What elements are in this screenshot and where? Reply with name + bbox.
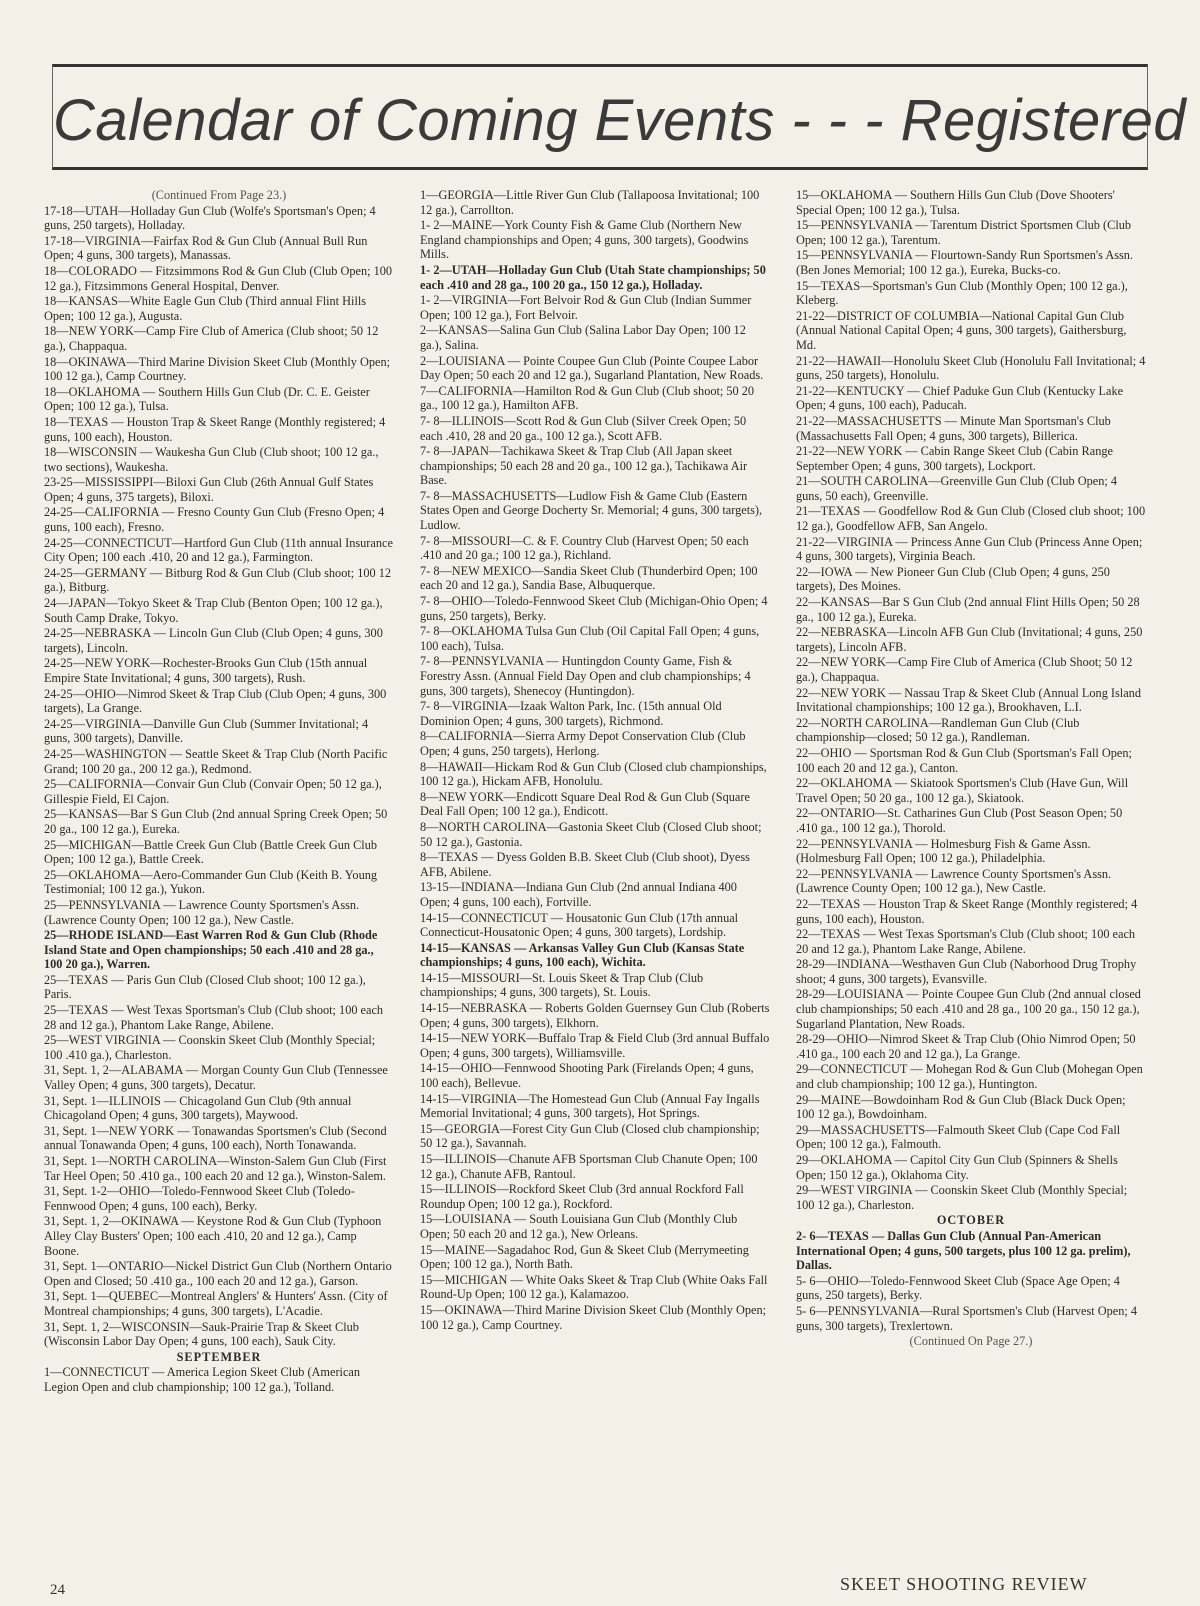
event-entry: 31, Sept. 1, 2—OKINAWA — Keystone Rod & Gun Club (Typhoon Alley Clay Busters' Open; 100 each .410, 20 and 12 ga.), Camp Boone. [44, 1214, 382, 1258]
event-entry: 29—MASSACHUSETTS—Falmouth Skeet Club (Cape Cod Fall Open; 100 12 ga.), Falmouth. [796, 1122, 1121, 1152]
event-entry: 8—TEXAS — Dyess Golden B.B. Skeet Club (Club shoot), Dyess AFB, Abilene. [420, 850, 750, 879]
event-entry: 15—OKINAWA—Third Marine Division Skeet Club (Monthly Open; 100 12 ga.), Camp Courtney. [420, 1302, 767, 1332]
page-title: Calendar of Coming Events - - - Registered [53, 88, 1187, 153]
event-entry: 7- 8—OHIO—Toledo-Fennwood Skeet Club (Michigan-Ohio Open; 4 guns, 250 targets), Berky. [420, 594, 768, 623]
event-entry: 13-15—INDIANA—Indiana Gun Club (2nd annual Indiana 400 Open; 4 guns, 100 each), Fortville. [420, 880, 737, 909]
event-entry: 24-25—CALIFORNIA — Fresno County Gun Club (Fresno Open; 4 guns, 100 each), Fresno. [44, 505, 385, 535]
event-entry: 24-25—GERMANY — Bitburg Rod & Gun Club (Club shoot; 100 12 ga.), Bitburg. [44, 565, 392, 595]
event-entry: 29—OKLAHOMA — Capitol City Gun Club (Spinners & Shells Open; 150 12 ga.), Oklahoma City. [796, 1153, 1118, 1182]
event-entry: 31, Sept. 1—QUEBEC—Montreal Anglers' & Hunters' Assn. (City of Montreal championships; 4 guns, 300 targets), L'Acadie. [44, 1289, 388, 1318]
event-entry: 21—TEXAS — Goodfellow Rod & Gun Club (Closed club shoot; 100 12 ga.), Goodfellow AFB, San Angelo. [796, 504, 1146, 534]
event-entry: 17-18—VIRGINIA—Fairfax Rod & Gun Club (Annual Bull Run Open; 4 guns, 300 targets), Manassas. [44, 233, 368, 263]
event-entry: 24-25—OHIO—Nimrod Skeet & Trap Club (Club Open; 4 guns, 300 targets), La Grange. [44, 686, 387, 716]
event-entry: 1—CONNECTICUT — America Legion Skeet Club (American Legion Open and club championship; 100 12 ga.), Tolland. [44, 1365, 361, 1394]
event-entry: 14-15—KANSAS — Arkansas Valley Gun Club (Kansas State championships; 4 guns, 100 each), Wichita. [420, 940, 745, 970]
event-entry: 18—COLORADO — Fitzsimmons Rod & Gun Club (Club Open; 100 12 ga.), Fitzsimmons General Hospital, Denver. [44, 263, 393, 293]
event-entry: 25—TEXAS — Paris Gun Club (Closed Club shoot; 100 12 ga.), Paris. [44, 972, 366, 1002]
event-entry: 7- 8—MISSOURI—C. & F. Country Club (Harvest Open; 50 each .410 and 20 ga.; 100 12 ga.), Richland. [420, 533, 749, 563]
event-entry: 7- 8—VIRGINIA—Izaak Walton Park, Inc. (15th annual Old Dominion Open; 4 guns, 300 targets), Richmond. [420, 699, 722, 728]
event-entry: 25—CALIFORNIA—Convair Gun Club (Convair Open; 50 12 ga.), Gillespie Field, El Cajon. [44, 777, 382, 806]
event-entry: 2—LOUISIANA — Pointe Coupee Gun Club (Pointe Coupee Labor Day Open; 50 each 20 and 12 ga.), Sugarland Plantation, New Roads. [420, 353, 764, 383]
event-entry: 8—NORTH CAROLINA—Gastonia Skeet Club (Closed Club shoot; 50 12 ga.), Gastonia. [420, 819, 762, 849]
event-entry: 21—SOUTH CAROLINA—Greenville Gun Club (Club Open; 4 guns, 50 each), Greenville. [796, 474, 1118, 503]
event-entry: 21-22—KENTUCKY — Chief Paduke Gun Club (Kentucky Lake Open; 4 guns, 100 each), Paducah. [796, 383, 1124, 413]
publication-name: SKEET SHOOTING REVIEW [840, 1574, 1088, 1594]
event-entry: 24-25—NEW YORK—Rochester-Brooks Gun Club (15th annual Empire State Invitational; 4 guns, 300 targets), Rush. [44, 656, 368, 685]
event-entry: 25—KANSAS—Bar S Gun Club (2nd annual Spring Creek Open; 50 20 ga., 100 12 ga.), Eureka. [44, 807, 388, 836]
event-entry: 22—PENNSYLVANIA — Lawrence County Sportsmen's Assn. (Lawrence County Open; 100 12 ga.), New Castle. [796, 866, 1112, 896]
event-entry: 15—OKLAHOMA — Southern Hills Gun Club (Dove Shooters' Special Open; 100 12 ga.), Tulsa. [796, 188, 1115, 217]
event-entry: 22—OHIO — Sportsman Rod & Gun Club (Sportsman's Fall Open; 100 each 20 and 12 ga.), Canton. [796, 745, 1132, 775]
event-entry: 2—KANSAS—Salina Gun Club (Salina Labor Day Open; 100 12 ga.), Salina. [420, 323, 746, 352]
event-entry: 18—NEW YORK—Camp Fire Club of America (Club shoot; 50 12 ga.), Chappaqua. [44, 324, 379, 353]
event-entry: 8—HAWAII—Hickam Rod & Gun Club (Closed club championships, 100 12 ga.), Hickam AFB, Honolulu. [420, 759, 767, 789]
column-3 [796, 188, 1146, 1350]
event-entry: 1- 2—VIRGINIA—Fort Belvoir Rod & Gun Club (Indian Summer Open; 100 12 ga.), Fort Belvoir. [420, 293, 752, 322]
event-entry: 1- 2—UTAH—Holladay Gun Club (Utah State championships; 50 each .410 and 28 ga., 100 20 ga., 150 12 ga.), Holladay. [420, 262, 766, 292]
event-entry: 1—GEORGIA—Little River Gun Club (Tallapoosa Invitational; 100 12 ga.), Carrollton. [420, 188, 760, 217]
event-entry: 18—OKLAHOMA — Southern Hills Gun Club (Dr. C. E. Geister Open; 100 12 ga.), Tulsa. [44, 384, 370, 414]
event-entry: 15—TEXAS—Sportsman's Gun Club (Monthly Open; 100 12 ga.), Kleberg. [796, 278, 1128, 308]
event-entry: 21-22—MASSACHUSETTS — Minute Man Sportsman's Club (Massachusetts Fall Open; 4 guns, 300 targets), Billerica. [796, 413, 1111, 443]
event-entry: 18—TEXAS — Houston Trap & Skeet Range (Monthly registered; 4 guns, 100 each), Houston. [44, 414, 386, 444]
event-entry: 25—OKLAHOMA—Aero-Commander Gun Club (Keith B. Young Testimonial; 100 12 ga.), Yukon. [44, 867, 378, 897]
event-entry: 22—NEW YORK—Camp Fire Club of America (Club Shoot; 50 12 ga.), Chappaqua. [796, 655, 1133, 684]
event-entry: 14-15—VIRGINIA—The Homestead Gun Club (Annual Fay Ingalls Memorial Invitational; 4 guns, 300 targets), Hot Springs. [420, 1091, 760, 1121]
event-entry: 23-25—MISSISSIPPI—Biloxi Gun Club (26th Annual Gulf States Open; 4 guns, 375 targets), Biloxi. [44, 475, 374, 504]
event-entry: 31, Sept. 1—ONTARIO—Nickel District Gun Club (Northern Ontario Open and Closed; 50 .410 ga., 100 each 20 and 12 ga.), Garson. [44, 1259, 392, 1288]
event-entry: 14-15—OHIO—Fennwood Shooting Park (Firelands Open; 4 guns, 100 each), Bellevue. [420, 1061, 754, 1091]
event-entry: 25—RHODE ISLAND—East Warren Rod & Gun Club (Rhode Island State and Open championships; 50 each .410 and 28 ga., 100 20 ga.), Warren. [44, 928, 378, 972]
event-entry: 18—OKINAWA—Third Marine Division Skeet Club (Monthly Open; 100 12 ga.), Camp Courtney. [44, 354, 391, 384]
event-entry: 21-22—HAWAII—Honolulu Skeet Club (Honolulu Fall Invitational; 4 guns, 250 targets), Honolulu. [796, 353, 1146, 383]
continuation-note: (Continued On Page 27.) [909, 1334, 1033, 1349]
event-entry: 18—KANSAS—White Eagle Gun Club (Third annual Flint Hills Open; 100 12 ga.), Augusta. [44, 294, 367, 323]
event-entry: 15—ILLINOIS—Chanute AFB Sportsman Club Chanute Open; 100 12 ga.), Chanute AFB, Rantoul. [420, 1152, 758, 1181]
event-entry: 14-15—NEBRASKA — Roberts Golden Guernsey Gun Club (Roberts Open; 4 guns, 300 targets), Elkhorn. [420, 1001, 770, 1030]
event-entry: 5- 6—OHIO—Toledo-Fennwood Skeet Club (Space Age Open; 4 guns, 250 targets), Berky. [796, 1273, 1120, 1303]
event-entry: 7- 8—NEW MEXICO—Sandia Skeet Club (Thunderbird Open; 100 each 20 and 12 ga.), Sandia Base, Albuquerque. [420, 563, 758, 593]
event-entry: 14-15—CONNECTICUT — Housatonic Gun Club (17th annual Connecticut-Housatonic Open; 4 guns, 300 targets), Lordship. [420, 910, 739, 940]
event-entry: 22—KANSAS—Bar S Gun Club (2nd annual Flint Hills Open; 50 28 ga., 100 12 ga.), Eureka. [796, 595, 1140, 624]
event-entry: 25—WEST VIRGINIA — Coonskin Skeet Club (Monthly Special; 100 .410 ga.), Charleston. [44, 1033, 376, 1062]
event-entry: 5- 6—PENNSYLVANIA—Rural Sportsmen's Club (Harvest Open; 4 guns, 300 targets), Trexlertown. [796, 1303, 1138, 1333]
event-entry: 25—MICHIGAN—Battle Creek Gun Club (Battle Creek Gun Club Open; 100 12 ga.), Battle Creek. [44, 837, 377, 867]
event-entry: 8—CALIFORNIA—Sierra Army Depot Conservation Club (Club Open; 4 guns, 250 targets), Herlong. [420, 729, 746, 758]
event-entry: 7- 8—JAPAN—Tachikawa Skeet & Trap Club (All Japan skeet championships; 50 each 28 and 20 ga., 100 12 ga.), Tachikawa Air Base. [420, 444, 748, 488]
event-entry: 15—MAINE—Sagadahoc Rod, Gun & Skeet Club (Merrymeeting Open; 100 12 ga.), North Bath. [420, 1242, 749, 1272]
event-entry: 22—IOWA — New Pioneer Gun Club (Club Open; 4 guns, 250 targets), Des Moines. [796, 564, 1110, 594]
event-entry: 14-15—NEW YORK—Buffalo Trap & Field Club (3rd annual Buffalo Open; 4 guns, 300 targets), Williamsville. [420, 1031, 770, 1060]
event-entry: 7- 8—OKLAHOMA Tulsa Gun Club (Oil Capital Fall Open; 4 guns, 100 each), Tulsa. [420, 624, 760, 653]
event-entry: 28-29—INDIANA—Westhaven Gun Club (Naborhood Drug Trophy shoot; 4 guns, 300 targets), Evansville. [796, 957, 1137, 986]
event-entry: 24-25—VIRGINIA—Danville Gun Club (Summer Invitational; 4 guns, 300 targets), Danville. [44, 716, 369, 746]
event-entry: 7- 8—MASSACHUSETTS—Ludlow Fish & Game Club (Eastern States Open and George Docherty Sr. Memorial; 4 guns, 300 targets), Ludlow. [420, 488, 763, 533]
event-entry: 21-22—VIRGINIA — Princess Anne Gun Club (Princess Anne Open; 4 guns, 300 targets), Virginia Beach. [796, 534, 1143, 564]
event-entry: 31, Sept. 1-2—OHIO—Toledo-Fennwood Skeet Club (Toledo-Fennwood Open; 4 guns, 100 each), Berky. [44, 1184, 355, 1213]
event-entry: 22—PENNSYLVANIA — Holmesburg Fish & Game Assn. (Holmesburg Fall Open; 100 12 ga.), Philadelphia. [796, 836, 1091, 866]
event-entry: 7—CALIFORNIA—Hamilton Rod & Gun Club (Club shoot; 50 20 ga., 100 12 ga.), Hamilton AFB. [420, 383, 755, 413]
event-entry: 24—JAPAN—Tokyo Skeet & Trap Club (Benton Open; 100 12 ga.), South Camp Drake, Tokyo. [44, 596, 383, 625]
event-entry: 25—TEXAS — West Texas Sportsman's Club (Club shoot; 100 each 28 and 12 ga.), Phantom Lake Range, Abilene. [44, 1003, 384, 1032]
event-entry: 22—NORTH CAROLINA—Randleman Gun Club (Club championship—closed; 50 12 ga.), Randleman. [796, 715, 1080, 745]
event-entry: 28-29—OHIO—Nimrod Skeet & Trap Club (Ohio Nimrod Open; 50 .410 ga., 100 each 20 and 12 ga.), La Grange. [796, 1032, 1136, 1061]
event-entry: 2- 6—TEXAS — Dallas Gun Club (Annual Pan-American International Open; 4 guns, 500 targets, plus 100 12 ga. prelim), Dallas. [796, 1228, 1131, 1273]
event-entry: 21-22—NEW YORK — Cabin Range Skeet Club (Cabin Range September Open; 4 guns, 300 targets), Lockport. [796, 444, 1113, 473]
event-entry: 15—PENNSYLVANIA — Flourtown-Sandy Run Sportsmen's Assn. (Ben Jones Memorial; 100 12 ga.), Eureka, Bucks-co. [796, 248, 1134, 277]
event-entry: 15—PENNSYLVANIA — Tarentum District Sportsmen Club (Club Open; 100 12 ga.), Tarentum. [796, 218, 1132, 247]
event-entry: 29—MAINE—Bowdoinham Rod & Gun Club (Black Duck Open; 100 12 ga.), Bowdoinham. [796, 1092, 1126, 1122]
event-entry: 15—MICHIGAN — White Oaks Skeet & Trap Club (White Oaks Fall Round-Up Open; 100 12 ga.), Kalamazoo. [420, 1272, 768, 1302]
event-entry: 22—NEW YORK — Nassau Trap & Skeet Club (Annual Long Island Invitational championships; 100 12 ga.), Brookhaven, L.I. [796, 685, 1141, 715]
event-entry: 31, Sept. 1, 2—ALABAMA — Morgan County Gun Club (Tennessee Valley Open; 4 guns, 300 targets), Decatur. [44, 1063, 388, 1093]
event-entry: 24-25—WASHINGTON — Seattle Skeet & Trap Club (North Pacific Grand; 100 20 ga., 200 12 ga.), Redmond. [44, 746, 388, 776]
event-entry: 15—ILLINOIS—Rockford Skeet Club (3rd annual Rockford Fall Roundup Open; 100 12 ga.), Rockford. [420, 1182, 744, 1211]
event-entry: 22—NEBRASKA—Lincoln AFB Gun Club (Invitational; 4 guns, 250 targets), Lincoln AFB. [796, 625, 1143, 654]
event-entry: 31, Sept. 1, 2—WISCONSIN—Sauk-Prairie Trap & Skeet Club (Wisconsin Labor Day Open; 4 guns, 100 each), Sauk City. [44, 1319, 359, 1349]
event-entry: 31, Sept. 1—ILLINOIS — Chicagoland Gun Club (9th annual Chicagoland Open; 4 guns, 300 targets), Maywood. [44, 1093, 352, 1123]
event-entry: 17-18—UTAH—Holladay Gun Club (Wolfe's Sportsman's Open; 4 guns, 250 targets), Holladay. [44, 203, 376, 233]
event-entry: 7- 8—ILLINOIS—Scott Rod & Gun Club (Silver Creek Open; 50 each .410, 28 and 20 ga., 100 12 ga.), Scott AFB. [420, 413, 747, 443]
event-entry: 22—OKLAHOMA — Skiatook Sportsmen's Club (Have Gun, Will Travel Open; 50 20 ga., 100 12 ga.), Skiatook. [796, 776, 1129, 805]
event-entry: 22—ONTARIO—St. Catharines Gun Club (Post Season Open; 50 .410 ga., 100 12 ga.), Thorold. [796, 806, 1123, 835]
event-entry: 7- 8—PENNSYLVANIA — Huntingdon County Game, Fish & Forestry Assn. (Annual Field Day Open and club championships; 4 guns, 300 targets), Shenecoy (Huntingdon). [420, 654, 751, 698]
event-entry: 29—CONNECTICUT — Mohegan Rod & Gun Club (Mohegan Open and club championship; 100 12 ga.), Huntington. [796, 1062, 1143, 1092]
event-entry: 21-22—DISTRICT OF COLUMBIA—National Capital Gun Club (Annual National Capital Open; 4 guns, 300 targets), Gaithersburg, Md. [796, 308, 1127, 352]
event-entry: 31, Sept. 1—NEW YORK — Tonawandas Sportsmen's Club (Second annual Tonawanda Open; 4 guns, 100 each), North Tonawanda. [44, 1123, 387, 1153]
event-entry: 25—PENNSYLVANIA — Lawrence County Sportsmen's Assn. (Lawrence County Open; 100 12 ga.), New Castle. [44, 897, 360, 927]
event-entry: 24-25—CONNECTICUT—Hartford Gun Club (11th annual Insurance City Open; 100 each .410, 20 and 12 ga.), Farmington. [44, 535, 393, 565]
page-number: 24 [50, 1582, 65, 1598]
month-heading: OCTOBER [936, 1213, 1006, 1228]
column-1 [44, 188, 394, 1396]
event-entry: 14-15—MISSOURI—St. Louis Skeet & Trap Club (Club championships; 4 guns, 300 targets), St. Louis. [420, 970, 704, 1000]
event-entry: 15—LOUISIANA — South Louisiana Gun Club (Monthly Club Open; 50 each 20 and 12 ga.), New Orleans. [420, 1212, 738, 1241]
event-entry: 24-25—NEBRASKA — Lincoln Gun Club (Club Open; 4 guns, 300 targets), Lincoln. [44, 626, 383, 655]
event-entry: 31, Sept. 1—NORTH CAROLINA—Winston-Salem Gun Club (First Tar Heel Open; 50 .410 ga., 100 each 20 and 12 ga.), Winston-Salem. [44, 1154, 387, 1183]
event-entry: 15—GEORGIA—Forest City Gun Club (Closed club championship; 50 12 ga.), Savannah. [420, 1121, 760, 1151]
continuation-note: (Continued From Page 23.) [151, 188, 287, 202]
event-entry: 8—NEW YORK—Endicott Square Deal Rod & Gun Club (Square Deal Fall Open; 100 12 ga.), Endicott. [420, 789, 750, 819]
column-2 [420, 188, 770, 1333]
event-entry: 29—WEST VIRGINIA — Coonskin Skeet Club (Monthly Special; 100 12 ga.), Charleston. [796, 1183, 1128, 1212]
month-heading: SEPTEMBER [176, 1349, 262, 1364]
event-entry: 1- 2—MAINE—York County Fish & Game Club (Northern New England championships and Open; 4 guns, 300 targets), Goodwins Mills. [420, 218, 749, 262]
event-entry: 28-29—LOUISIANA — Pointe Coupee Gun Club (2nd annual closed club championships; 50 each .410 and 28 ga., 100 20 ga., 150 12 ga.), Sugarland Plantation, New Roads. [796, 987, 1141, 1031]
event-entry: 22—TEXAS — Houston Trap & Skeet Range (Monthly registered; 4 guns, 100 each), Houston. [796, 896, 1138, 926]
event-entry: 18—WISCONSIN — Waukesha Gun Club (Club shoot; 100 12 ga., two sections), Waukesha. [44, 445, 379, 474]
header-box [52, 64, 1187, 170]
event-entry: 22—TEXAS — West Texas Sportsman's Club (Club shoot; 100 each 20 and 12 ga.), Phantom Lake Range, Abilene. [796, 927, 1136, 956]
